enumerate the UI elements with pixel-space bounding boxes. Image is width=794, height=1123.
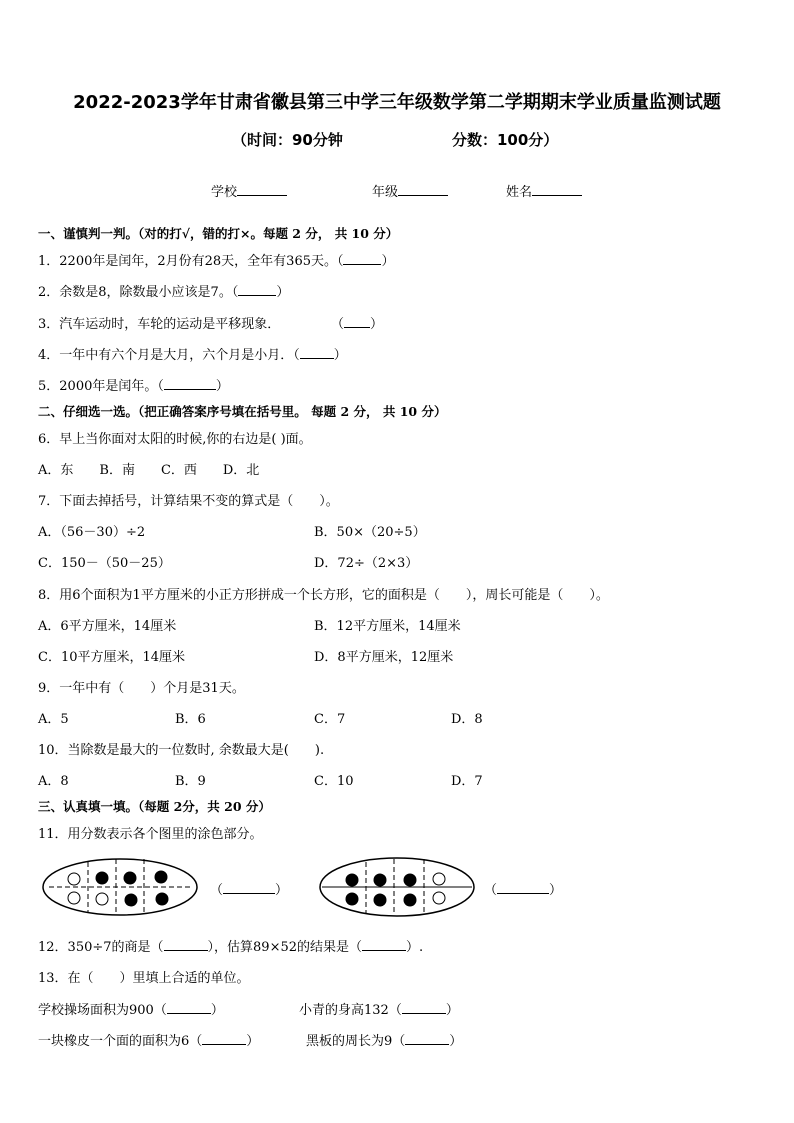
section1-heading: 一、谨慎判一判。（对的打√，错的打×。每题 2 分， 共 10 分） [38, 226, 399, 241]
answer-blank-2[interactable] [238, 283, 276, 296]
option-7a[interactable]: A．（56－30）÷2 [38, 525, 146, 540]
option-7b[interactable]: B．50×（20÷5） [314, 525, 426, 540]
question-13-item-4: 黑板的周长为9（ ） [306, 1034, 463, 1049]
question-10: 10．当除数是最大的一位数时, 余数最大是( ). [38, 743, 325, 758]
option-10a[interactable]: A．8 [38, 774, 69, 789]
answer-blank-13d[interactable] [405, 1032, 449, 1045]
answer-blank-3[interactable] [344, 315, 370, 328]
question-1: 1．2200年是闰年，2月份有28天，全年有365天。（ ） [38, 254, 395, 269]
question-2: 2．余数是8，除数最小应该是7。（ ） [38, 285, 290, 300]
answer-blank-11a[interactable] [223, 881, 275, 894]
answer-blank-12a[interactable] [164, 938, 208, 951]
question-5: 5．2000年是闰年。（ ） [38, 379, 229, 394]
question-13-item-1: 学校操场面积为900（ ） [38, 1003, 224, 1018]
answer-blank-4[interactable] [300, 346, 334, 359]
grade-label: 年级 [372, 185, 399, 200]
question-3: 3．汽车运动时，车轮的运动是平移现象． [38, 317, 281, 332]
option-10b[interactable]: B．9 [175, 774, 206, 789]
answer-11a: （ ） [210, 883, 289, 898]
answer-blank-1[interactable] [343, 252, 381, 265]
option-8c[interactable]: C．10平方厘米，14厘米 [38, 650, 186, 665]
question-4: 4．一年中有六个月是大月，六个月是小月．（ ） [38, 348, 347, 363]
answer-blank-12b[interactable] [362, 938, 406, 951]
option-10c[interactable]: C．10 [314, 774, 354, 789]
name-blank[interactable] [532, 183, 582, 196]
grade-blank[interactable] [398, 183, 448, 196]
question-13: 13．在（ ）里填上合适的单位。 [38, 971, 250, 986]
school-field [211, 181, 287, 200]
option-9a[interactable]: A．5 [38, 712, 69, 727]
school-blank[interactable] [237, 183, 287, 196]
question-11: 11．用分数表示各个图里的涂色部分。 [38, 827, 263, 842]
question-8: 8．用6个面积为1平方厘米的小正方形拼成一个长方形，它的面积是（ ），周长可能是（ ）。 [38, 588, 609, 603]
option-8d[interactable]: D．8平方厘米，12厘米 [314, 650, 454, 665]
exam-score: 分数：100分） [452, 131, 559, 149]
option-9c[interactable]: C．7 [314, 712, 346, 727]
question-9: 9．一年中有（ ）个月是31天。 [38, 681, 245, 696]
exam-title: 2022-2023学年甘肃省徽县第三中学三年级数学第二学期期末学业质量监测试题 [73, 92, 721, 113]
question-12: 12．350÷7的商是（ ），估算89×52的结果是（ ）. [38, 940, 424, 955]
option-9b[interactable]: B．6 [175, 712, 206, 727]
option-9d[interactable]: D．8 [451, 712, 483, 727]
school-label: 学校 [211, 185, 238, 200]
question-13-item-2: 小青的身高132（ ） [299, 1003, 459, 1018]
question-7: 7．下面去掉括号，计算结果不变的算式是（ ）。 [38, 494, 339, 509]
option-8a[interactable]: A．6平方厘米，14厘米 [38, 619, 177, 634]
section3-heading: 三、认真填一填。（每题 2分，共 20 分） [38, 799, 271, 814]
answer-11b: （ ） [484, 883, 563, 898]
exam-time: （时间：90分钟 [232, 131, 343, 149]
answer-blank-11b[interactable] [497, 881, 549, 894]
answer-blank-5[interactable] [164, 377, 216, 390]
grade-field [372, 181, 448, 200]
option-8b[interactable]: B．12平方厘米，14厘米 [314, 619, 461, 634]
answer-blank-13b[interactable] [402, 1001, 446, 1014]
answer-blank-13c[interactable] [202, 1032, 246, 1045]
name-field [506, 181, 582, 200]
question-3-answer: （ ） [331, 317, 384, 332]
name-label: 姓名 [506, 185, 533, 200]
question-13-item-3: 一块橡皮一个面的面积为6（ ） [38, 1034, 260, 1049]
answer-blank-13a[interactable] [167, 1001, 211, 1014]
section2-heading: 二、仔细选一选。（把正确答案序号填在括号里。 每题 2 分， 共 10 分） [38, 404, 447, 419]
option-7d[interactable]: D．72÷（2×3） [314, 556, 419, 571]
fraction-figure-1 [40, 856, 200, 918]
fraction-figure-2 [318, 856, 476, 918]
option-10d[interactable]: D．7 [451, 774, 483, 789]
question-6-options: A．东 B．南 C．西 D．北 [38, 463, 260, 478]
question-6: 6．早上当你面对太阳的时候,你的右边是( )面。 [38, 432, 312, 447]
option-7c[interactable]: C．150－（50－25） [38, 556, 171, 571]
